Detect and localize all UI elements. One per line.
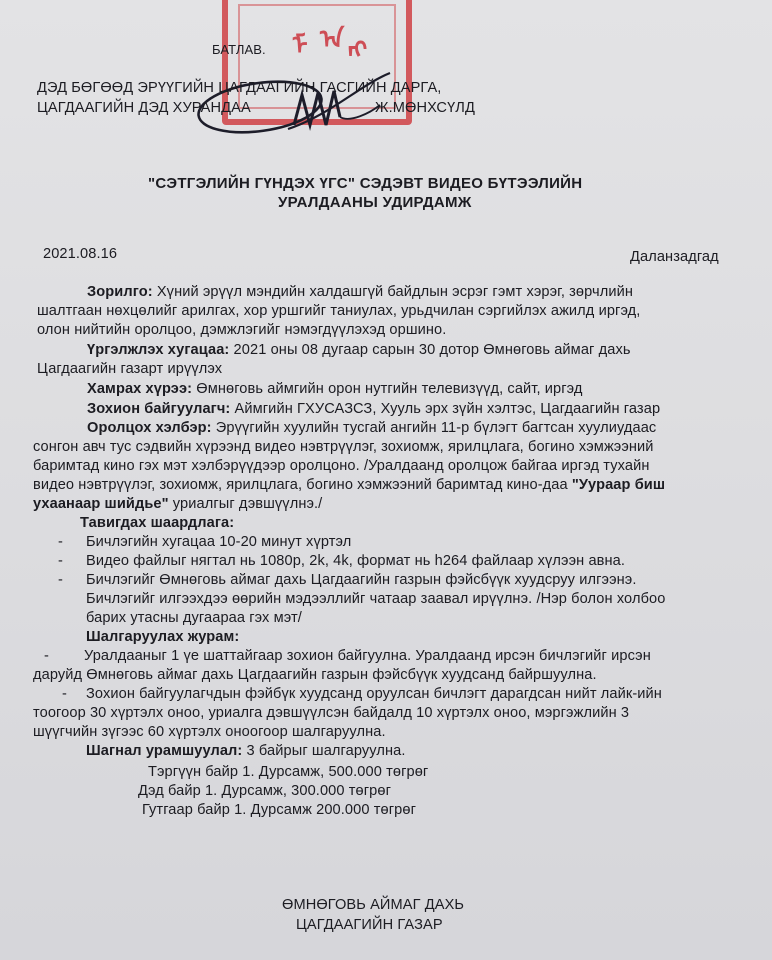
participation-line3: баримтад кино гэх мэт хэлбэрүүдээр оролцоно. /Уралдаанд оролцож байгаа иргэд тухайн xyxy=(33,458,650,474)
scope-line xyxy=(87,381,583,397)
stamp-glyph: ᠠ xyxy=(320,25,345,55)
requirement-item2: Видео файлыг нягтал нь 1080p, 2k, 4k, формат нь h264 файлаар хүлээн авна. xyxy=(86,553,626,569)
deadline-text: 2021 оны 08 дугаар сарын 30 дотор Өмнөговь аймаг дахь xyxy=(229,342,631,358)
stamp-glyph: ᠮ xyxy=(292,31,308,61)
deadline-line2: Цагдаагийн газарт ирүүлэх xyxy=(37,361,223,377)
scope-label: Хамрах хүрээ: xyxy=(87,381,193,397)
bullet-dash: - xyxy=(58,572,63,588)
organizer-text: Аймгийн ГХУСАЗСЗ, Хууль эрх зүйн хэлтэс, Цагдаагийн газар xyxy=(230,401,661,417)
stamp-glyph: ᠩ xyxy=(348,35,368,65)
participation-label: Оролцох хэлбэр: xyxy=(87,420,212,436)
selection-item1-line1: Уралдааныг 1 үе шаттайгаар зохион байгуулна. Уралдаанд ирсэн бичлэгийг ирсэн xyxy=(84,648,651,664)
slogan-part1: "Уураар биш xyxy=(571,477,666,493)
award-text: 3 байрыг шалгаруулна. xyxy=(242,743,406,759)
deadline-label: Үргэлжлэх хугацаа: xyxy=(87,342,230,358)
deadline-line1 xyxy=(87,342,631,358)
goal-line2: шалтгаан нөхцөлийг арилгах, хор уршгийг таниулах, урьдчилан сэргийлэх ажилд иргэд, xyxy=(37,303,641,319)
bullet-dash: - xyxy=(58,553,63,569)
participation-line1 xyxy=(87,420,656,436)
selection-item1-line2: даруйд Өмнөговь аймаг дахь Цагдаагийн газрын фэйсбүүк хуудсанд байршуулна. xyxy=(33,667,597,683)
footer-line1: ӨМНӨГОВЬ АЙМАГ ДАХЬ xyxy=(282,897,465,913)
organizer-line xyxy=(87,401,660,417)
participation-line2: сонгон авч тус сэдвийн хүрээнд видео нэвтрүүлэг, зохиомж, ярилцлага, богино хэмжээний xyxy=(33,439,654,455)
approval-rank: ЦАГДААГИЙН ДЭД ХУРАНДАА xyxy=(37,100,251,116)
participation-text: Эрүүгийн хуулийн тусгай ангийн 11-р бүлэгт багтсан хуулиудаас xyxy=(211,420,657,436)
requirement-item3-line1: Бичлэгийг Өмнөговь аймаг дахь Цагдаагийн газрын фэйсбүүк хуудсруу илгээнэ. xyxy=(86,572,637,588)
scope-text: Өмнөговь аймгийн орон нутгийн телевизүүд, сайт, иргэд xyxy=(192,381,583,397)
document-place: Даланзадгад xyxy=(630,249,719,265)
bullet-dash: - xyxy=(58,534,63,550)
selection-item2-line3: шүүгчийн зүгээс 60 хүртэлх оноогоор шалгаруулна. xyxy=(33,724,386,740)
participation-line5-text: уриалгыг дэвшүүлнэ./ xyxy=(168,496,323,512)
participation-line4 xyxy=(33,477,665,493)
award-first-place: Тэргүүн байр 1. Дурсамж, 500.000 төгрөг xyxy=(148,764,429,780)
goal-line1 xyxy=(87,284,633,300)
award-line xyxy=(86,743,406,759)
organizer-label: Зохион байгуулагч: xyxy=(87,401,231,417)
document-title-line2: УРАЛДААНЫ УДИРДАМЖ xyxy=(278,194,472,211)
requirement-item3-line2: Бичлэгийг илгээхдээ өөрийн мэдээллийг чатаар заавал ирүүлнэ. /Нэр болон холбоо xyxy=(86,591,666,607)
footer-line2: ЦАГДААГИЙН ГАЗАР xyxy=(296,917,443,933)
requirements-label: Тавигдах шаардлага: xyxy=(80,515,235,531)
bullet-dash: - xyxy=(62,686,67,702)
goal-line3: олон нийтийн оролцоо, дэмжлэгийг нэмэгдүүлэхэд оршино. xyxy=(37,322,447,338)
approval-position: ДЭД БӨГӨӨД ЭРҮҮГИЙН ЦАГДААГИЙН ГАСГИЙН ДАРГА, xyxy=(37,80,442,96)
approval-label: БАТЛАВ. xyxy=(212,42,266,57)
award-second-place: Дэд байр 1. Дурсамж, 300.000 төгрөг xyxy=(138,783,392,799)
goal-label: Зорилго: xyxy=(87,284,153,300)
selection-label: Шалгаруулах журам: xyxy=(86,629,240,645)
goal-text: Хүний эрүүл мэндийн халдашгүй байдлын эсрэг гэмт хэрэг, зөрчлийн xyxy=(152,284,634,300)
document-date: 2021.08.16 xyxy=(43,246,118,262)
award-third-place: Гутгаар байр 1. Дурсамж 200.000 төгрөг xyxy=(142,802,417,818)
participation-line5 xyxy=(33,496,322,512)
document-title-line1: "СЭТГЭЛИЙН ГҮНДЭХ ҮГС" СЭДЭВТ ВИДЕО БҮТЭЭЛИЙН xyxy=(148,175,583,192)
requirement-item1: Бичлэгийн хугацаа 10-20 минут хүртэл xyxy=(86,534,352,550)
bullet-dash: - xyxy=(44,648,49,664)
selection-item2-line2: тоогоор 30 хүртэлх оноо, уриалга дэвшүүлсэн байдалд 10 хүртэлх оноо, мэргэжлийн 3 xyxy=(33,705,630,721)
approver-name: Ж.МӨНХСҮЛД xyxy=(375,100,475,116)
selection-item2-line1: Зохион байгуулагчдын фэйбүк хуудсанд оруулсан бичлэгт дарагдсан нийт лайк-ийн xyxy=(86,686,662,702)
award-label: Шагнал урамшуулал: xyxy=(86,743,243,759)
requirement-item3-line3: барих утасны дугаараа гэх мэт/ xyxy=(86,610,302,626)
participation-line4-text: видео нэвтрүүлэг, зохиомж, ярилцлага, богино хэмжээний баримтад кино-даа xyxy=(33,477,572,493)
slogan-part2: ухаанаар шийдье" xyxy=(33,496,169,512)
